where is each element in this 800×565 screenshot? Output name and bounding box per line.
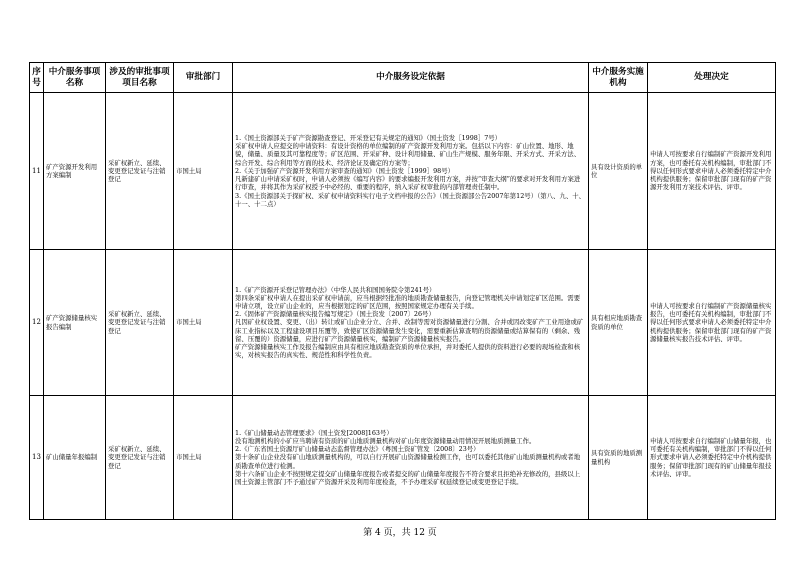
basis-line: 没有地测机构的小矿应当聘请有资质的矿山地质测量机构对矿山年度资源储量动用情况开展地质测量工作。 bbox=[235, 436, 536, 445]
basis-line: 采矿权申请人应提交的申请资料：有设计资格的单位编制的矿产资源开发利用方案。包括以下内容：矿山位置、地形、地貌，储量、质量及其可靠程度等；矿区范围、开采矿种、设计利用储量、矿山生产规模、服务年限、开采方式、开采方法、综合开发、综合利用等方面的技术、经济论证及确定的方案等； bbox=[235, 142, 581, 167]
row-agency: 具有设计资质的单位 bbox=[589, 93, 648, 250]
basis-line: 第十条矿山企业没有矿山地质测量机构的，可以自行开展矿山资源储量检测工作，也可以委托其他矿山地质测量机构或者地质勘查单位进行检测。 bbox=[235, 453, 581, 470]
row-decision: 申请人可按要求自行编制矿产资源储量核实报告，也可委托有关机构编制，审批部门不得以任何形式要求申请人必须委托特定中介机构提供服务；保留审批部门现有的矿产资源储量核实报告技术评估、评审。 bbox=[648, 250, 776, 396]
row-approval-dept: 市国土局 bbox=[174, 93, 233, 250]
row-index: 12 bbox=[30, 250, 44, 396]
table-header-row bbox=[30, 63, 776, 93]
row-index: 11 bbox=[30, 93, 44, 250]
row-service-name: 矿产资源储量核实报告编制 bbox=[44, 250, 106, 396]
basis-line: 2.《广东省国土资源厅矿山储量动态监督管理办法》（粤国土资矿管发〔2008〕23号） bbox=[235, 445, 480, 454]
row-agency: 具有相应地质勘查资质的单位 bbox=[589, 250, 648, 396]
row-agency: 具有资质的地质测量机构 bbox=[589, 396, 648, 520]
basis-line: 凡因矿业权设置、变更、（出）转让或矿山企业分立、合并、改制等需对资源储量进行分割、合并或因改变矿产工业用途或矿床工业指标以及工程建设项目压覆等，致使矿区资源储量发生变化，需要重新估算查明的资源储量或结算保有的（剩余、残留、压覆的）资源储量，应进行矿产资源储量核实，编制矿产资源储量核实报告。 bbox=[235, 318, 584, 343]
basis-line: 凡新建矿山申请采矿权时，申请人必须按《编写内容》的要求编报开发利用方案，并按“审查大纲”的要求对开发利用方案进行审查，并将其作为采矿权授予中必经的、重要的程序，纳入采矿权审批的内部管理责任制中。 bbox=[235, 175, 581, 192]
basis-line: 2.《关于加强矿产资源开发利用方案审查的通知》（国土资发［1999］98号） bbox=[235, 166, 455, 175]
row-decision: 申请人可按要求自行编制矿山储量年报，也可委托有关机构编制，审批部门不得以任何形式要求申请人必须委托特定中介机构提供服务；保留审批部门现有的矿山储量年报技术评估、评审。 bbox=[648, 396, 776, 520]
basis-line: 2.《固体矿产资源储量核实报告编写规定》（国土资发〔2007〕26号） bbox=[235, 310, 435, 319]
row-decision: 申请人可按要求自行编制矿产资源开发利用方案，也可委托有关机构编制，审批部门不得以任何形式要求申请人必须委托特定中介机构提供服务；保留审批部门现有的矿产资源开发利用方案技术评估、评审。 bbox=[648, 93, 776, 250]
basis-line: 1.《矿山储量动态管理要求》（国土资发[2008]163号） bbox=[235, 428, 393, 437]
row-service-name: 矿产资源开发利用方案编制 bbox=[44, 93, 106, 250]
row-approval-item: 采矿权新立、延续、变更登记发证与注销登记 bbox=[106, 250, 174, 396]
basis-line: 第四条采矿权申请人在提出采矿权申请前，应当根据经批准的地质勘查储量报告，向登记管理机关申请划定矿区范围。需要申请立项，设立矿山企业的，应当根据划定的矿区范围，按照国家规定办理有关手续。 bbox=[235, 293, 581, 310]
row-approval-dept: 市国土局 bbox=[174, 396, 233, 520]
header-decision: 处理决定 bbox=[648, 63, 776, 93]
intermediary-services-table bbox=[29, 62, 776, 520]
basis-line: 1.《矿产资源开采登记管理办法》（中华人民共和国国务院令第241号） bbox=[235, 285, 436, 294]
header-approval-dept: 审批部门 bbox=[174, 63, 233, 93]
row-legal-basis bbox=[233, 250, 589, 396]
header-approval-item: 涉及的审批事项项目名称 bbox=[106, 63, 174, 93]
row-approval-dept: 市国土局 bbox=[174, 250, 233, 396]
page-number: 第 4 页，共 12 页 bbox=[363, 528, 437, 538]
table-row bbox=[30, 250, 776, 396]
row-service-name: 矿山储量年报编制 bbox=[44, 396, 106, 520]
basis-line: 3.《国土资源部关于探矿权、采矿权申请资料实行电子文档申报的公告》（国土资源部公告2007年第12号）（第八、九、十、十一、十二点） bbox=[235, 191, 586, 208]
row-legal-basis bbox=[233, 93, 589, 250]
basis-line: 第十六条矿山企业不按照规定提交矿山储量年度报告或者提交的矿山储量年度报告不符合要求且拒绝补充修改的，县级以上国土资源主管部门不予通过矿产资源开采及利用年度检查，不予办理采矿权延续登记或变更登记手续。 bbox=[235, 469, 581, 486]
header-service-name: 中介服务事项名称 bbox=[44, 63, 106, 93]
header-legal-basis: 中介服务设定依据 bbox=[233, 63, 589, 93]
basis-line: 矿产资源储量核实工作及报告编制应由具有相应地质勘查资质的单位承担，并对委托人提供的资料进行必要的现场检查和核实，对核实报告的真实性、规范性和科学性负责。 bbox=[235, 343, 581, 360]
table-row bbox=[30, 396, 776, 520]
row-legal-basis bbox=[233, 396, 589, 520]
header-index: 序号 bbox=[30, 63, 44, 93]
row-index: 13 bbox=[30, 396, 44, 520]
row-approval-item: 采矿权新立、延续、变更登记发证与注销登记 bbox=[106, 396, 174, 520]
header-agency: 中介服务实施机构 bbox=[589, 63, 648, 93]
basis-line: 1.《国土资源部关于矿产资源勘查登记、开采登记有关规定的通知》（国土资发［1998］7号） bbox=[235, 134, 502, 143]
table-row bbox=[30, 93, 776, 250]
row-approval-item: 采矿权新立、延续、变更登记发证与注销登记 bbox=[106, 93, 174, 250]
